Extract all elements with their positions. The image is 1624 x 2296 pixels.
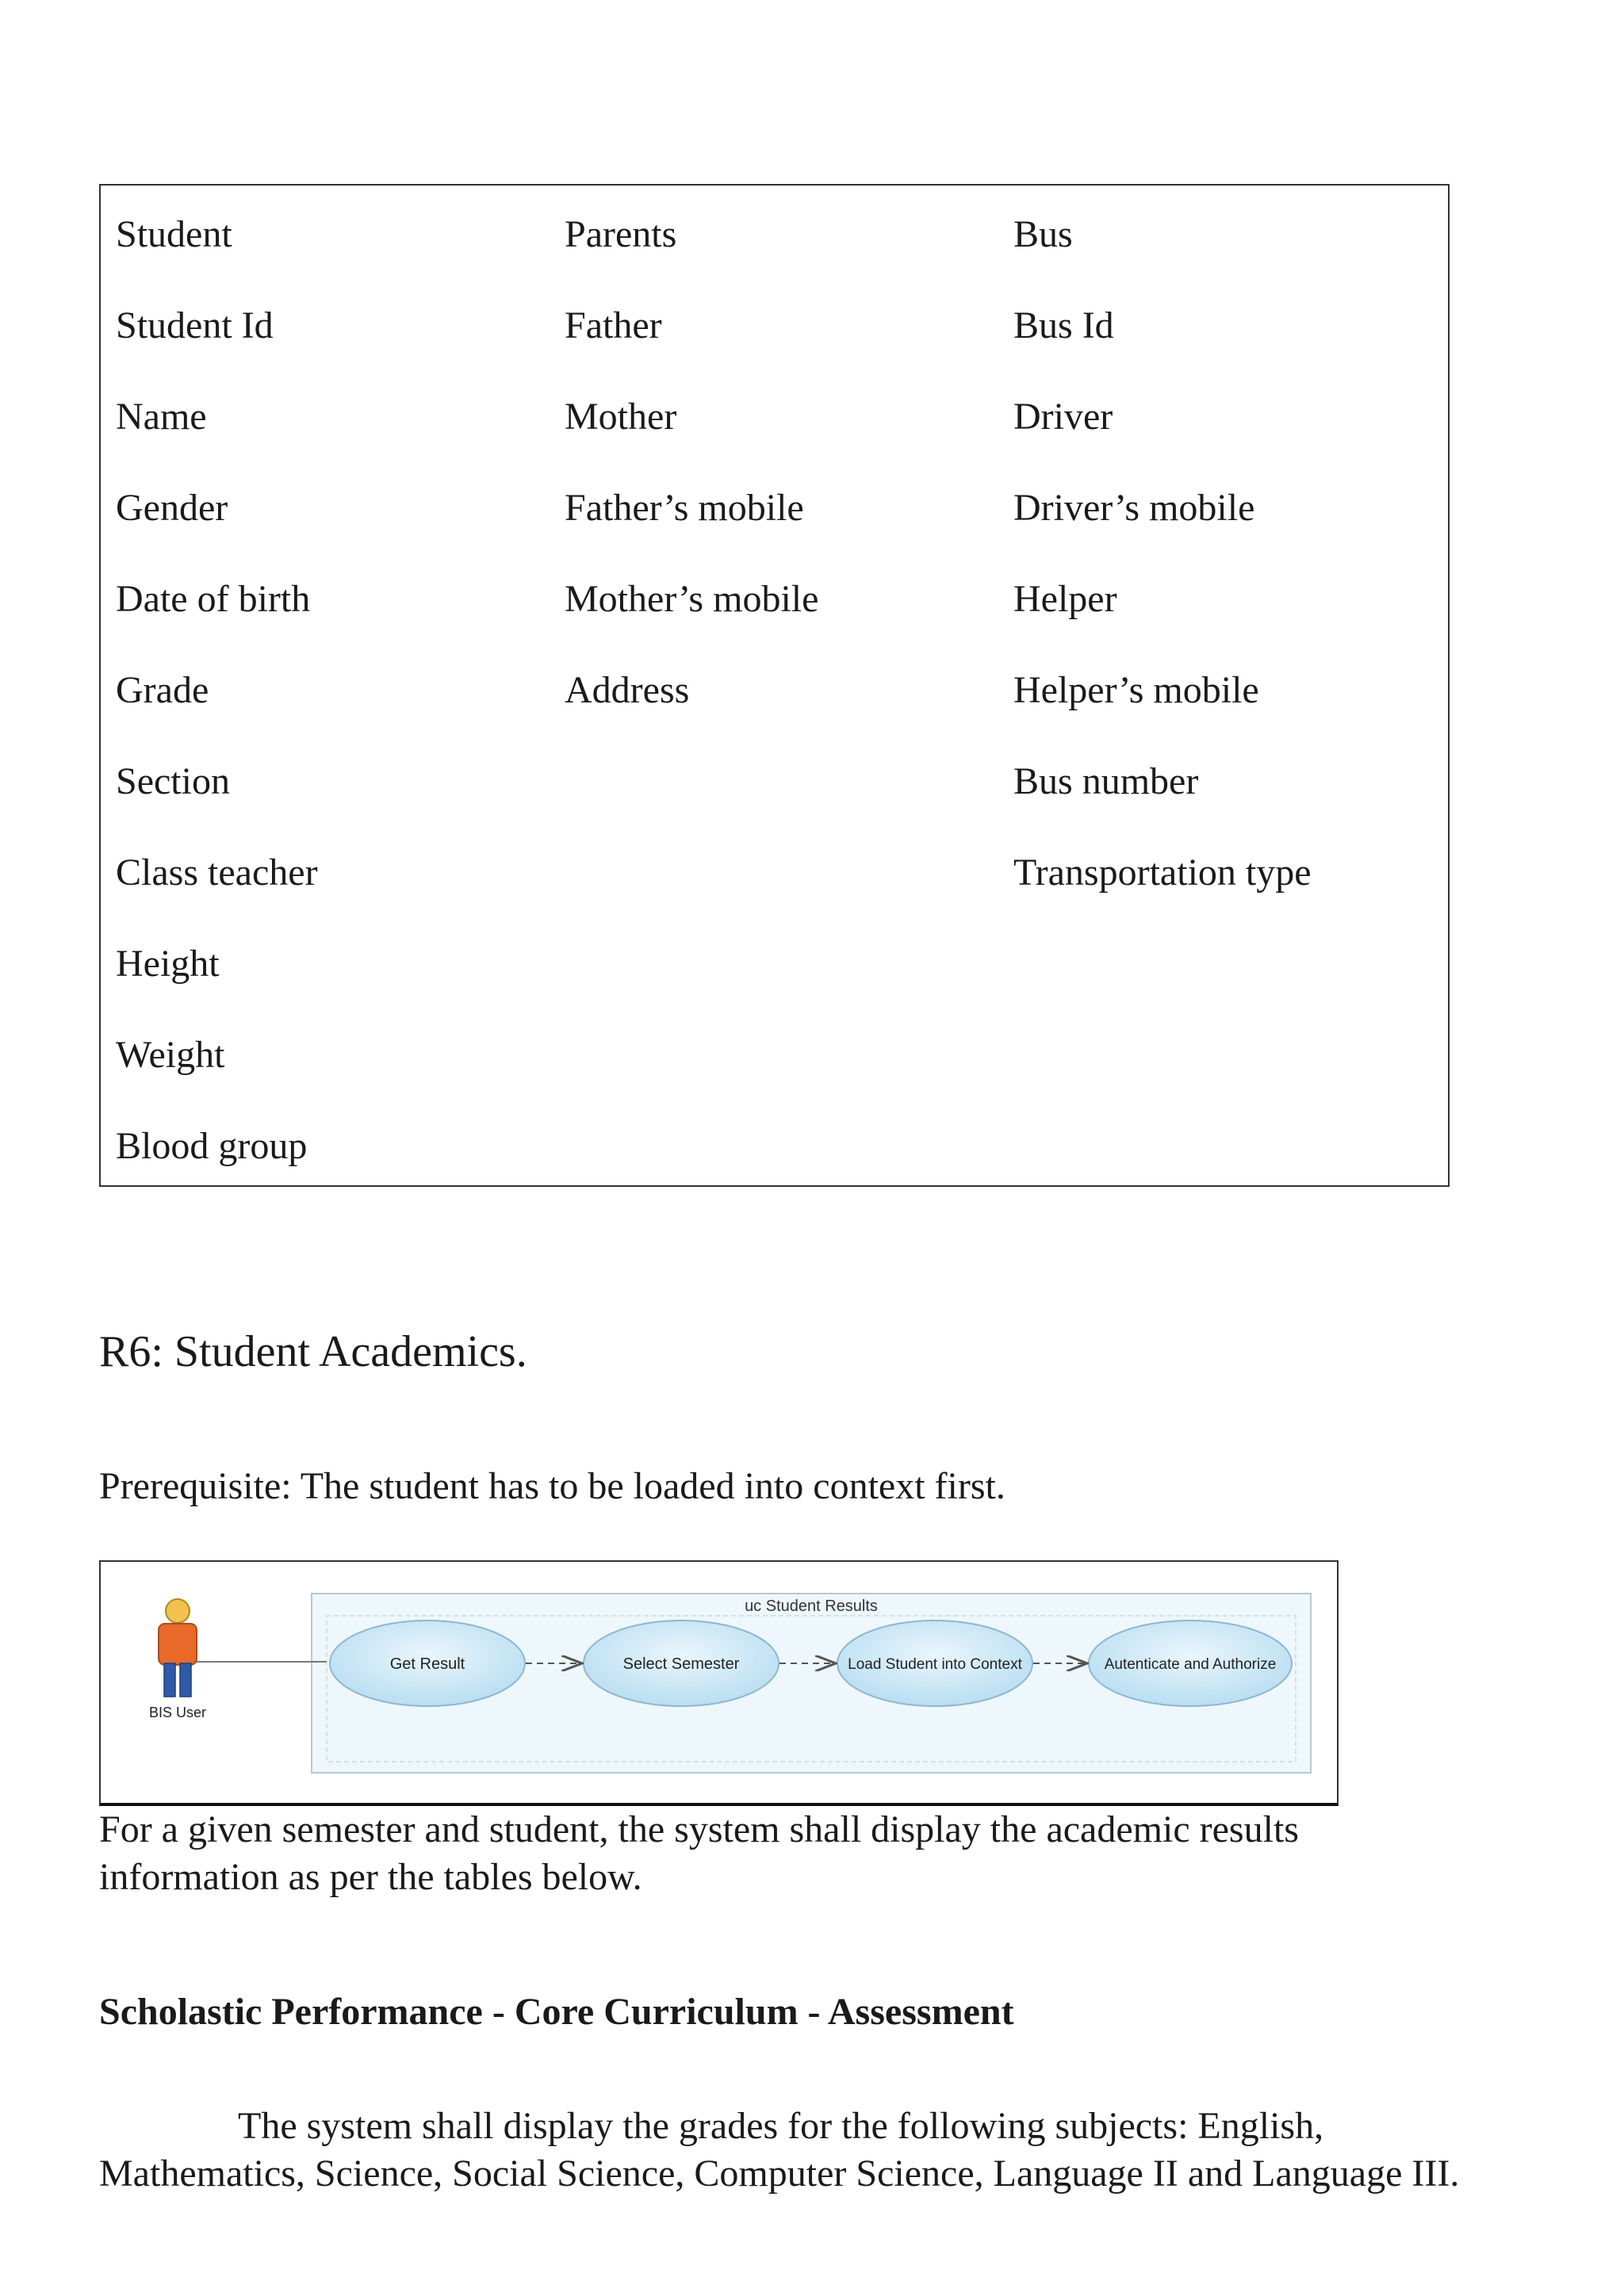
results-description: For a given semester and student, the system shall display the academic results information as per the tables below. bbox=[99, 1808, 1299, 1898]
column-header: Student bbox=[116, 213, 232, 255]
use-case-get-result bbox=[330, 1621, 525, 1706]
table-cell: Father bbox=[565, 304, 662, 346]
table-cell: Father’s mobile bbox=[565, 487, 804, 529]
use-case-load-student bbox=[837, 1621, 1032, 1706]
scholastic-heading: Scholastic Performance - Core Curriculum - Assessment bbox=[99, 1991, 1014, 2033]
table-cell: Name bbox=[116, 396, 207, 438]
prerequisite-text: Prerequisite: The student has to be loaded into context first. bbox=[99, 1465, 1005, 1507]
table-cell: Helper bbox=[1013, 578, 1117, 620]
diagram-canvas bbox=[101, 1562, 1337, 1803]
use-case-authenticate bbox=[1089, 1621, 1292, 1706]
table-cell: Blood group bbox=[116, 1125, 308, 1167]
table-cell: Date of birth bbox=[116, 578, 311, 620]
section-title-r6: R6: Student Academics. bbox=[99, 1327, 527, 1376]
table-cell: Weight bbox=[116, 1034, 225, 1076]
diagram-title: uc Student Results bbox=[745, 1598, 878, 1615]
actor-label: BIS User bbox=[148, 1705, 207, 1720]
use-case-label: Load Student into Context bbox=[848, 1656, 1022, 1673]
table-cell: Height bbox=[116, 943, 220, 985]
table-cell: Driver’s mobile bbox=[1013, 487, 1255, 529]
table-cell: Mother’s mobile bbox=[565, 578, 819, 620]
table-cell: Transportation type bbox=[1013, 851, 1312, 894]
actor-icon bbox=[159, 1599, 327, 1697]
use-case-select-semester bbox=[584, 1621, 779, 1706]
table-cell: Class teacher bbox=[116, 851, 318, 894]
table-cell: Mother bbox=[565, 396, 677, 438]
table-cell: Bus number bbox=[1013, 760, 1199, 802]
table-cell: Address bbox=[565, 669, 690, 711]
column-header: Parents bbox=[565, 213, 677, 255]
table-cell: Helper’s mobile bbox=[1013, 669, 1259, 711]
use-case-label: Get Result bbox=[389, 1655, 465, 1673]
table-cell: Gender bbox=[116, 487, 228, 529]
table-cell: Driver bbox=[1013, 396, 1113, 438]
column-header: Bus bbox=[1013, 213, 1073, 255]
table-cell: Bus Id bbox=[1013, 304, 1114, 346]
table-cell: Grade bbox=[116, 669, 209, 711]
entity-attributes-table bbox=[99, 184, 1450, 1187]
subjects-description: The system shall display the grades for the following subjects: English, Mathematics, Science, Social Science, Computer Science, Language II and Language III. bbox=[99, 2105, 1460, 2195]
table-cell: Student Id bbox=[116, 304, 274, 346]
table-cell: Section bbox=[116, 760, 230, 802]
use-case-label: Autenticate and Authorize bbox=[1104, 1656, 1277, 1673]
use-case-label: Select Semester bbox=[622, 1655, 740, 1673]
use-case-diagram bbox=[99, 1560, 1339, 1806]
